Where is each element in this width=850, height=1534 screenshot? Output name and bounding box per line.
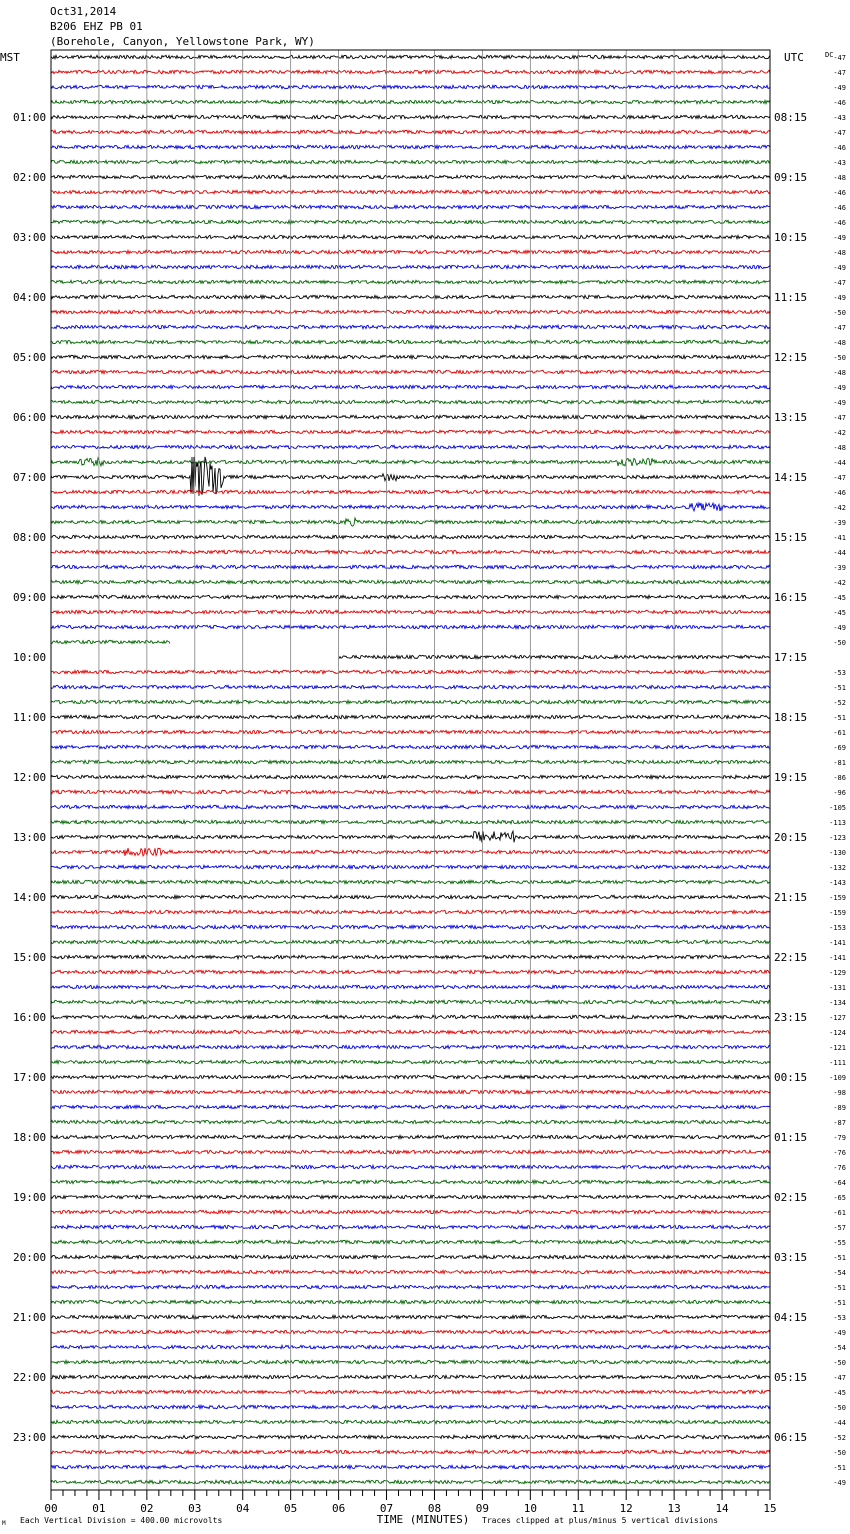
dc-offset-label: -54 [833, 1269, 846, 1277]
clip-note: Traces clipped at plus/minus 5 vertical divisions [482, 1516, 719, 1525]
mst-hour-label: 21:00 [13, 1311, 47, 1324]
seismic-trace [51, 1270, 770, 1273]
seismic-trace [51, 100, 770, 103]
seismic-trace [51, 550, 770, 553]
dc-offset-label: -57 [833, 1224, 846, 1232]
utc-hour-label: 02:15 [774, 1191, 808, 1204]
dc-offset-label: -49 [833, 1479, 846, 1487]
seismic-trace [51, 595, 770, 598]
dc-offset-label: -46 [833, 99, 846, 107]
dc-offset-label: -45 [833, 1389, 846, 1397]
seismic-trace [51, 775, 770, 778]
seismic-trace [51, 130, 770, 133]
dc-offset-label: -44 [833, 1419, 846, 1427]
dc-offset-label: -123 [829, 834, 846, 842]
dc-offset-label: -61 [833, 1209, 846, 1217]
seismic-trace [51, 1315, 770, 1318]
dc-label: DC [825, 51, 834, 59]
seismic-trace [51, 503, 770, 511]
seismic-trace [51, 700, 770, 703]
seismic-trace [51, 265, 770, 268]
dc-offset-label: -55 [833, 1239, 846, 1247]
dc-offset-label: -159 [829, 909, 846, 917]
dc-offset-label: -49 [833, 384, 846, 392]
dc-offset-label: -51 [833, 684, 846, 692]
seismic-trace [51, 895, 770, 898]
x-tick-label: 10 [523, 1502, 537, 1515]
dc-offset-label: -47 [833, 129, 846, 137]
seismic-trace [51, 1135, 770, 1138]
dc-offset-label: -49 [833, 234, 846, 242]
seismic-trace [51, 1240, 770, 1243]
mst-hour-label: 09:00 [13, 591, 47, 604]
dc-offset-label: -51 [833, 1254, 846, 1262]
dc-offset-label: -109 [829, 1074, 846, 1082]
seismic-trace [51, 805, 770, 808]
seismic-trace [51, 518, 770, 526]
dc-offset-label: -143 [829, 879, 846, 887]
x-tick-label: 01 [92, 1502, 106, 1515]
dc-offset-label: -76 [833, 1149, 846, 1157]
dc-offset-label: -48 [833, 339, 846, 347]
seismic-trace [51, 1075, 770, 1078]
dc-offset-label: -53 [833, 669, 846, 677]
corner-mark: M [2, 1520, 6, 1527]
mst-hour-label: 07:00 [13, 471, 47, 484]
dc-offset-label: -89 [833, 1104, 846, 1112]
seismic-trace [51, 340, 770, 343]
mst-hour-label: 11:00 [13, 711, 47, 724]
mst-hour-label: 08:00 [13, 531, 47, 544]
dc-offset-label: -49 [833, 399, 846, 407]
dc-offset-label: -159 [829, 894, 846, 902]
seismic-trace [51, 310, 770, 313]
utc-hour-label: 05:15 [774, 1371, 808, 1384]
seismic-trace [51, 1105, 770, 1108]
mst-hour-label: 20:00 [13, 1251, 47, 1264]
record-date: Oct31,2014 [50, 5, 117, 18]
seismic-trace [51, 970, 770, 973]
seismic-trace [339, 655, 770, 658]
utc-hour-label: 12:15 [774, 351, 808, 364]
dc-offset-label: -127 [829, 1014, 846, 1022]
seismic-trace [51, 1390, 770, 1393]
seismic-trace [51, 730, 770, 733]
dc-offset-label: -79 [833, 1134, 846, 1142]
seismic-trace [51, 610, 770, 613]
seismic-trace [51, 325, 770, 328]
dc-offset-label: -69 [833, 744, 846, 752]
dc-offset-label: -65 [833, 1194, 846, 1202]
seismic-trace [51, 458, 770, 466]
dc-offset-label: -47 [833, 279, 846, 287]
mst-hour-label: 04:00 [13, 291, 47, 304]
utc-hour-label: 08:15 [774, 111, 808, 124]
dc-offset-label: -46 [833, 189, 846, 197]
dc-offset-label: -132 [829, 864, 846, 872]
mst-hour-label: 12:00 [13, 771, 47, 784]
dc-offset-label: -46 [833, 219, 846, 227]
seismic-trace [51, 685, 770, 688]
dc-offset-label: -61 [833, 729, 846, 737]
mst-hour-label: 15:00 [13, 951, 47, 964]
mst-hour-label: 01:00 [13, 111, 47, 124]
seismic-trace [51, 400, 770, 403]
mst-hour-label: 19:00 [13, 1191, 47, 1204]
seismic-trace [51, 1360, 770, 1363]
dc-offset-label: -50 [833, 1449, 846, 1457]
utc-hour-label: 19:15 [774, 771, 808, 784]
dc-offset-label: -48 [833, 444, 846, 452]
dc-offset-label: -53 [833, 1314, 846, 1322]
seismic-trace [51, 925, 770, 928]
seismic-trace [51, 1435, 770, 1438]
seismic-trace [51, 160, 770, 163]
dc-offset-label: -47 [833, 69, 846, 77]
dc-offset-label: -76 [833, 1164, 846, 1172]
seismic-trace [51, 370, 770, 373]
dc-offset-label: -39 [833, 519, 846, 527]
utc-hour-label: 20:15 [774, 831, 808, 844]
mst-hour-label: 05:00 [13, 351, 47, 364]
seismic-trace [51, 940, 770, 943]
dc-offset-label: -42 [833, 504, 846, 512]
dc-offset-label: -43 [833, 159, 846, 167]
dc-offset-label: -131 [829, 984, 846, 992]
mst-hour-label: 10:00 [13, 651, 47, 664]
x-tick-label: 12 [619, 1502, 633, 1515]
utc-hour-label: 18:15 [774, 711, 808, 724]
seismic-trace [51, 1225, 770, 1228]
utc-hour-label: 16:15 [774, 591, 808, 604]
utc-hour-label: 15:15 [774, 531, 808, 544]
seismic-trace [51, 1480, 770, 1483]
dc-offset-label: -98 [833, 1089, 846, 1097]
utc-hour-label: 11:15 [774, 291, 808, 304]
x-tick-label: 05 [284, 1502, 298, 1515]
utc-hour-label: 14:15 [774, 471, 808, 484]
x-tick-label: 15 [763, 1502, 777, 1515]
mst-hour-label: 23:00 [13, 1431, 47, 1444]
dc-offset-label: -43 [833, 114, 846, 122]
dc-offset-label: -49 [833, 624, 846, 632]
utc-hour-label: 17:15 [774, 651, 808, 664]
dc-offset-label: -50 [833, 354, 846, 362]
scale-note: Each Vertical Division = 400.00 microvolts [20, 1516, 223, 1525]
seismic-trace [51, 985, 770, 988]
seismic-trace [51, 1165, 770, 1168]
seismic-trace [51, 865, 770, 868]
dc-offset-label: -129 [829, 969, 846, 977]
utc-hour-label: 23:15 [774, 1011, 808, 1024]
mst-hour-label: 22:00 [13, 1371, 47, 1384]
dc-offset-label: -47 [833, 324, 846, 332]
utc-axis-label: UTC [784, 51, 804, 64]
dc-offset-label: -52 [833, 699, 846, 707]
dc-offset-label: -121 [829, 1044, 846, 1052]
seismic-trace [51, 1120, 770, 1123]
utc-hour-label: 09:15 [774, 171, 808, 184]
mst-hour-label: 13:00 [13, 831, 47, 844]
seismic-trace [51, 235, 770, 238]
dc-offset-label: -42 [833, 579, 846, 587]
x-tick-label: 03 [188, 1502, 202, 1515]
seismic-trace [51, 535, 770, 538]
seismic-trace [51, 1210, 770, 1213]
dc-offset-label: -48 [833, 174, 846, 182]
dc-offset-label: -39 [833, 564, 846, 572]
dc-offset-label: -45 [833, 594, 846, 602]
x-tick-label: 14 [715, 1502, 729, 1515]
seismic-trace [51, 430, 770, 433]
dc-offset-label: -51 [833, 714, 846, 722]
seismic-trace [51, 1045, 770, 1048]
dc-offset-label: -87 [833, 1119, 846, 1127]
dc-offset-label: -86 [833, 774, 846, 782]
seismic-trace [51, 640, 170, 643]
dc-offset-label: -46 [833, 204, 846, 212]
dc-offset-label: -47 [833, 54, 846, 62]
mst-axis-label: MST [0, 51, 20, 64]
dc-offset-label: -141 [829, 939, 846, 947]
seismic-trace [51, 250, 770, 253]
x-tick-label: 07 [379, 1502, 394, 1515]
x-tick-label: 09 [475, 1502, 490, 1515]
seismic-trace [51, 175, 770, 178]
utc-hour-label: 04:15 [774, 1311, 808, 1324]
seismic-trace [51, 190, 770, 193]
dc-offset-label: -51 [833, 1299, 846, 1307]
seismic-trace [51, 1015, 770, 1018]
dc-offset-label: -47 [833, 474, 846, 482]
dc-offset-label: -51 [833, 1284, 846, 1292]
dc-offset-label: -105 [829, 804, 846, 812]
dc-offset-label: -50 [833, 1359, 846, 1367]
seismic-trace [51, 115, 770, 118]
utc-hour-label: 01:15 [774, 1131, 808, 1144]
seismic-trace [51, 355, 770, 358]
utc-hour-label: 13:15 [774, 411, 808, 424]
dc-offset-label: -41 [833, 534, 846, 542]
seismic-trace [51, 1345, 770, 1348]
seismic-trace [51, 70, 770, 73]
seismic-trace [51, 1420, 770, 1423]
seismic-trace [51, 745, 770, 748]
x-tick-label: 04 [236, 1502, 250, 1515]
seismic-trace [51, 625, 770, 628]
x-tick-label: 02 [140, 1502, 154, 1515]
seismic-trace [51, 1060, 770, 1063]
seismic-trace [51, 1030, 770, 1033]
seismic-trace [51, 385, 770, 388]
dc-offset-label: -54 [833, 1344, 846, 1352]
dc-offset-label: -124 [829, 1029, 846, 1037]
dc-offset-label: -153 [829, 924, 846, 932]
dc-offset-label: -47 [833, 414, 846, 422]
seismic-trace [51, 1180, 770, 1183]
dc-offset-label: -50 [833, 1404, 846, 1412]
dc-offset-label: -130 [829, 849, 846, 857]
seismic-trace [51, 760, 770, 763]
dc-offset-label: -49 [833, 1329, 846, 1337]
seismic-trace [51, 910, 770, 913]
mst-hour-label: 17:00 [13, 1071, 47, 1084]
dc-offset-label: -46 [833, 144, 846, 152]
seismic-trace [51, 565, 770, 568]
seismic-trace [51, 1300, 770, 1303]
mst-hour-label: 18:00 [13, 1131, 47, 1144]
mst-hour-label: 02:00 [13, 171, 47, 184]
seismic-trace [51, 415, 770, 418]
dc-offset-label: -111 [829, 1059, 846, 1067]
seismic-trace [51, 295, 770, 298]
x-tick-label: 08 [427, 1502, 442, 1515]
dc-offset-label: -49 [833, 264, 846, 272]
dc-offset-label: -46 [833, 489, 846, 497]
seismic-trace [51, 490, 770, 493]
x-tick-label: 11 [571, 1502, 585, 1515]
utc-hour-label: 00:15 [774, 1071, 808, 1084]
dc-offset-label: -44 [833, 459, 846, 467]
mst-hour-label: 16:00 [13, 1011, 47, 1024]
dc-offset-label: -48 [833, 249, 846, 257]
seismic-trace [51, 145, 770, 148]
utc-hour-label: 21:15 [774, 891, 808, 904]
utc-hour-label: 06:15 [774, 1431, 808, 1444]
dc-offset-label: -50 [833, 309, 846, 317]
station-code: B206 EHZ PB 01 [50, 20, 143, 33]
utc-hour-label: 10:15 [774, 231, 808, 244]
dc-offset-label: -113 [829, 819, 846, 827]
seismic-trace [51, 1255, 770, 1258]
seismic-trace [51, 831, 770, 842]
utc-hour-label: 03:15 [774, 1251, 808, 1264]
seismic-trace [51, 580, 770, 583]
seismic-trace [51, 1000, 770, 1003]
x-tick-label: 13 [667, 1502, 681, 1515]
seismic-trace [51, 220, 770, 223]
x-axis-label: TIME (MINUTES) [376, 1513, 470, 1526]
seismic-trace [51, 880, 770, 883]
seismic-trace [51, 1285, 770, 1288]
seismic-trace [51, 790, 770, 793]
dc-offset-label: -81 [833, 759, 846, 767]
station-location: (Borehole, Canyon, Yellowstone Park, WY) [50, 35, 315, 48]
seismic-trace [51, 820, 770, 823]
mst-hour-label: 03:00 [13, 231, 47, 244]
dc-offset-label: -96 [833, 789, 846, 797]
dc-offset-label: -49 [833, 294, 846, 302]
seismic-trace [51, 205, 770, 208]
mst-hour-label: 06:00 [13, 411, 47, 424]
seismic-trace [51, 1195, 770, 1198]
dc-offset-label: -64 [833, 1179, 846, 1187]
dc-offset-label: -51 [833, 1464, 846, 1472]
seismic-trace [51, 955, 770, 958]
utc-hour-label: 22:15 [774, 951, 808, 964]
seismic-trace [51, 1090, 770, 1093]
seismic-trace [51, 1150, 770, 1153]
dc-offset-label: -44 [833, 549, 846, 557]
seismic-trace [51, 445, 770, 448]
dc-offset-label: -49 [833, 84, 846, 92]
mst-hour-label: 14:00 [13, 891, 47, 904]
seismic-trace [51, 715, 770, 718]
dc-offset-label: -42 [833, 429, 846, 437]
dc-offset-label: -141 [829, 954, 846, 962]
seismic-trace [51, 1450, 770, 1453]
seismic-trace [51, 1330, 770, 1333]
seismic-trace [51, 1405, 770, 1408]
seismic-trace [51, 1465, 770, 1468]
seismic-trace [51, 85, 770, 88]
dc-offset-label: -48 [833, 369, 846, 377]
seismic-trace [51, 1375, 770, 1378]
seismic-trace [51, 280, 770, 283]
dc-offset-label: -134 [829, 999, 846, 1007]
seismic-trace [51, 848, 770, 856]
seismic-trace [51, 55, 770, 58]
dc-offset-label: -45 [833, 609, 846, 617]
dc-offset-label: -47 [833, 1374, 846, 1382]
dc-offset-label: -50 [833, 639, 846, 647]
dc-offset-label: -52 [833, 1434, 846, 1442]
seismic-trace [51, 670, 770, 673]
x-tick-label: 00 [44, 1502, 58, 1515]
x-tick-label: 06 [331, 1502, 346, 1515]
